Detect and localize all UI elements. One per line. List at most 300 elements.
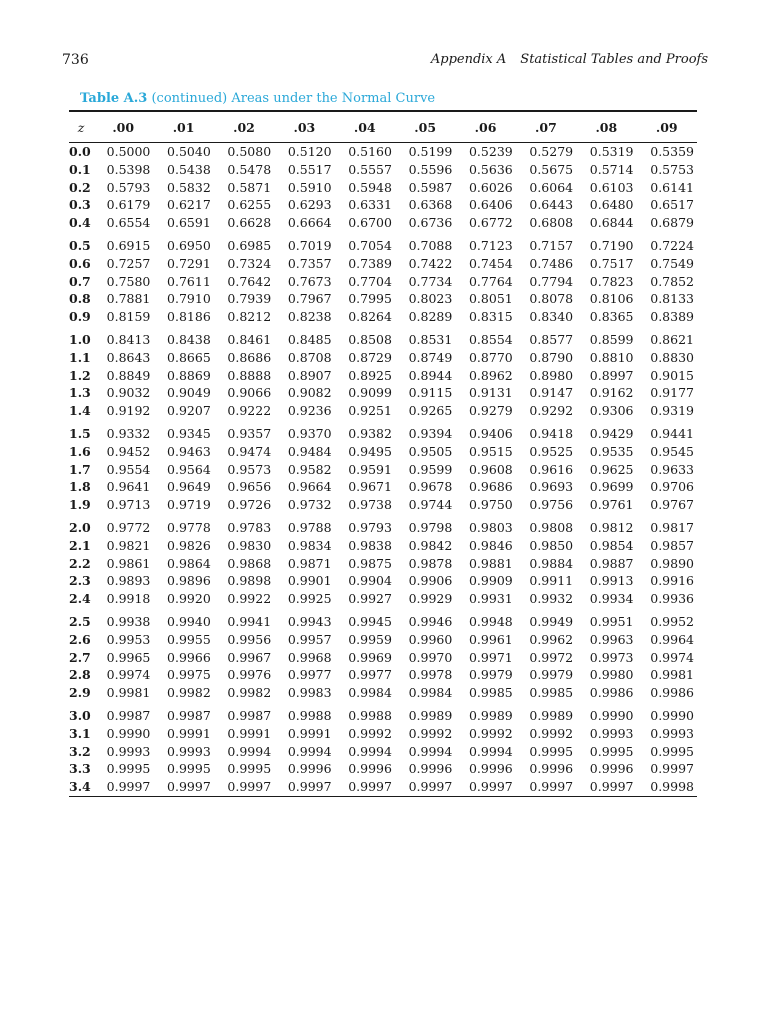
area-value-cell: 0.7734 (408, 273, 453, 289)
area-value-cell: 0.9898 (227, 573, 272, 589)
table-row (69, 572, 697, 590)
area-value-cell: 0.6026 (468, 179, 513, 195)
area-value-cell: 0.7673 (287, 273, 332, 289)
column-header: .05 (395, 111, 455, 143)
area-value-cell: 0.7123 (468, 237, 513, 253)
area-value-cell: 0.9970 (408, 649, 453, 665)
z-value-cell: 0.2 (69, 179, 91, 195)
area-value-cell: 0.5557 (348, 161, 392, 177)
area-value-cell: 0.8643 (106, 349, 151, 365)
area-value-cell: 0.8849 (106, 367, 151, 383)
area-value-cell: 0.9918 (106, 591, 151, 607)
area-value-cell: 0.9515 (468, 443, 513, 459)
area-value-cell: 0.9987 (106, 707, 151, 723)
area-value-cell: 0.8686 (227, 349, 272, 365)
area-value-cell: 0.9963 (589, 631, 634, 647)
area-value-cell: 0.7995 (348, 291, 392, 307)
area-value-cell: 0.9971 (468, 649, 513, 665)
area-value-cell: 0.9994 (408, 743, 453, 759)
area-value-cell: 0.9693 (529, 479, 574, 495)
area-value-cell: 0.8790 (529, 349, 574, 365)
area-value-cell: 0.8365 (589, 309, 634, 325)
table-row (69, 443, 697, 461)
z-value-cell: 3.1 (69, 725, 91, 741)
table-row (69, 461, 697, 479)
area-value-cell: 0.9957 (287, 631, 332, 647)
area-value-cell: 0.9706 (650, 479, 694, 495)
area-value-cell: 0.9850 (529, 537, 574, 553)
area-value-cell: 0.5000 (106, 144, 151, 159)
area-value-cell: 0.5160 (348, 144, 392, 159)
area-value-cell: 0.5279 (529, 144, 574, 159)
area-value-cell: 0.9992 (529, 725, 574, 741)
area-value-cell: 0.8997 (589, 367, 634, 383)
area-value-cell: 0.9406 (468, 425, 513, 441)
area-value-cell: 0.9292 (529, 403, 574, 419)
area-value-cell: 0.9997 (214, 778, 274, 796)
table-row (69, 702, 697, 725)
area-value-cell: 0.9941 (227, 613, 272, 629)
table-row (69, 255, 697, 273)
area-value-cell: 0.9996 (408, 761, 453, 777)
area-value-cell: 0.9990 (106, 725, 151, 741)
area-value-cell: 0.7764 (468, 273, 513, 289)
area-value-cell: 0.9964 (650, 631, 694, 647)
area-value-cell: 0.9032 (106, 385, 151, 401)
area-value-cell: 0.9985 (468, 685, 513, 701)
area-value-cell: 0.9986 (650, 685, 694, 701)
area-value-cell: 0.6915 (106, 237, 151, 253)
area-value-cell: 0.7794 (529, 273, 574, 289)
z-value-cell: 3.4 (69, 778, 93, 796)
table-row (69, 778, 697, 796)
area-value-cell: 0.9987 (167, 707, 211, 723)
column-header: .09 (637, 111, 697, 143)
area-value-cell: 0.9987 (227, 707, 272, 723)
area-value-cell: 0.9812 (589, 519, 634, 535)
area-value-cell: 0.9525 (529, 443, 574, 459)
area-value-cell: 0.9994 (287, 743, 332, 759)
area-value-cell: 0.9961 (468, 631, 513, 647)
area-value-cell: 0.7019 (287, 237, 332, 253)
area-value-cell: 0.9920 (167, 591, 211, 607)
area-value-cell: 0.9817 (650, 519, 694, 535)
area-value-cell: 0.5398 (106, 161, 151, 177)
area-value-cell: 0.5359 (650, 144, 694, 159)
area-value-cell: 0.8264 (348, 309, 392, 325)
area-value-cell: 0.8621 (650, 331, 694, 347)
z-value-cell: 3.2 (69, 743, 91, 759)
area-value-cell: 0.5871 (227, 179, 272, 195)
area-value-cell: 0.9990 (589, 707, 634, 723)
area-value-cell: 0.9938 (106, 613, 151, 629)
area-value-cell: 0.7357 (287, 255, 332, 271)
running-head-section: Statistical Tables and Proofs (520, 52, 708, 67)
area-value-cell: 0.9982 (227, 685, 272, 701)
column-header: .03 (274, 111, 334, 143)
area-value-cell: 0.8925 (348, 367, 392, 383)
area-value-cell: 0.9916 (650, 573, 694, 589)
area-value-cell: 0.7257 (106, 255, 151, 271)
area-value-cell: 0.6517 (650, 197, 694, 213)
area-value-cell: 0.9452 (106, 443, 151, 459)
area-value-cell: 0.6554 (106, 215, 151, 231)
area-value-cell: 0.5714 (589, 161, 634, 177)
area-value-cell: 0.8159 (106, 309, 151, 325)
column-header: .04 (335, 111, 395, 143)
area-value-cell: 0.9842 (408, 537, 453, 553)
z-value-cell: 1.4 (69, 403, 91, 419)
column-header: .07 (516, 111, 576, 143)
area-value-cell: 0.8944 (408, 367, 453, 383)
area-value-cell: 0.9861 (106, 555, 151, 571)
area-value-cell: 0.9382 (348, 425, 392, 441)
table-row (69, 496, 697, 514)
area-value-cell: 0.8888 (227, 367, 272, 383)
running-head-appendix: Appendix A (430, 52, 507, 67)
area-value-cell: 0.9991 (167, 725, 211, 741)
table-row (69, 273, 697, 291)
area-value-cell: 0.8461 (227, 331, 272, 347)
z-value-cell: 0.0 (69, 144, 91, 159)
area-value-cell: 0.9955 (167, 631, 211, 647)
area-value-cell: 0.5120 (287, 144, 332, 159)
area-value-cell: 0.7642 (227, 273, 272, 289)
z-value-cell: 0.9 (69, 309, 91, 325)
area-value-cell: 0.9992 (408, 725, 453, 741)
area-value-cell: 0.6664 (287, 215, 332, 231)
area-value-cell: 0.9418 (529, 425, 574, 441)
area-value-cell: 0.9429 (589, 425, 634, 441)
table-row (69, 684, 697, 702)
area-value-cell: 0.9995 (167, 761, 211, 777)
area-value-cell: 0.9978 (408, 667, 453, 683)
area-value-cell: 0.9949 (529, 613, 574, 629)
area-value-cell: 0.8729 (348, 349, 392, 365)
area-value-cell: 0.9115 (408, 385, 453, 401)
area-value-cell: 0.5040 (167, 144, 211, 159)
area-value-cell: 0.6406 (468, 197, 513, 213)
table-row (69, 367, 697, 385)
area-value-cell: 0.9719 (167, 497, 211, 513)
table-caption (80, 91, 435, 106)
running-head (431, 52, 708, 67)
area-value-cell: 0.7881 (106, 291, 151, 307)
area-value-cell: 0.8289 (408, 309, 453, 325)
area-value-cell: 0.9099 (348, 385, 392, 401)
z-value-cell: 0.6 (69, 255, 91, 271)
page-number: 736 (62, 52, 89, 68)
area-value-cell: 0.9927 (348, 591, 392, 607)
area-value-cell: 0.8413 (106, 331, 151, 347)
area-value-cell: 0.9988 (287, 707, 332, 723)
area-value-cell: 0.9965 (106, 649, 151, 665)
area-value-cell: 0.9997 (153, 778, 213, 796)
area-value-cell: 0.9997 (650, 761, 694, 777)
area-value-cell: 0.9649 (167, 479, 211, 495)
area-value-cell: 0.5675 (529, 161, 574, 177)
z-value-cell: 1.7 (69, 461, 91, 477)
area-value-cell: 0.9969 (348, 649, 392, 665)
z-value-cell: 2.3 (69, 573, 91, 589)
z-value-cell: 2.6 (69, 631, 91, 647)
area-value-cell: 0.9962 (529, 631, 574, 647)
table-row (69, 725, 697, 743)
area-value-cell: 0.6591 (167, 215, 211, 231)
z-value-cell: 1.5 (69, 425, 91, 441)
area-value-cell: 0.9878 (408, 555, 453, 571)
z-value-cell: 0.5 (69, 237, 91, 253)
area-value-cell: 0.9162 (589, 385, 634, 401)
area-value-cell: 0.9952 (650, 613, 694, 629)
area-value-cell: 0.8106 (589, 291, 634, 307)
area-value-cell: 0.9370 (287, 425, 332, 441)
area-value-cell: 0.8340 (529, 309, 574, 325)
area-value-cell: 0.8023 (408, 291, 453, 307)
area-value-cell: 0.9989 (408, 707, 453, 723)
area-value-cell: 0.7422 (408, 255, 453, 271)
area-value-cell: 0.9857 (650, 537, 694, 553)
area-value-cell: 0.9967 (227, 649, 272, 665)
area-value-cell: 0.9934 (589, 591, 634, 607)
column-header: .08 (576, 111, 636, 143)
area-value-cell: 0.5438 (167, 161, 211, 177)
area-value-cell: 0.7157 (529, 237, 574, 253)
area-value-cell: 0.9996 (287, 761, 332, 777)
z-value-cell: 1.6 (69, 443, 91, 459)
area-value-cell: 0.8438 (167, 331, 211, 347)
area-value-cell: 0.9830 (227, 537, 272, 553)
area-value-cell: 0.9981 (650, 667, 694, 683)
table-row (69, 290, 697, 308)
area-value-cell: 0.6879 (650, 215, 694, 231)
area-value-cell: 0.6985 (227, 237, 272, 253)
area-value-cell: 0.7291 (167, 255, 211, 271)
table-row (69, 666, 697, 684)
area-value-cell: 0.9988 (348, 707, 392, 723)
area-value-cell: 0.9997 (274, 778, 334, 796)
area-value-cell: 0.9319 (650, 403, 694, 419)
area-value-cell: 0.9772 (106, 519, 151, 535)
area-value-cell: 0.8315 (468, 309, 513, 325)
z-value-cell: 2.5 (69, 613, 91, 629)
z-value-cell: 0.3 (69, 197, 91, 213)
area-value-cell: 0.5199 (408, 144, 453, 159)
area-value-cell: 0.6217 (167, 197, 211, 213)
area-value-cell: 0.8749 (408, 349, 453, 365)
normal-table-container (69, 110, 697, 797)
table-row (69, 590, 697, 608)
area-value-cell: 0.9901 (287, 573, 332, 589)
area-value-cell: 0.5948 (348, 179, 392, 195)
area-value-cell: 0.9279 (468, 403, 513, 419)
table-caption-label: Table A.3 (80, 91, 148, 106)
area-value-cell: 0.9664 (287, 479, 332, 495)
area-value-cell: 0.5319 (589, 144, 634, 159)
table-row (69, 631, 697, 649)
z-value-cell: 2.2 (69, 555, 91, 571)
area-value-cell: 0.7454 (468, 255, 513, 271)
area-value-cell: 0.6255 (227, 197, 272, 213)
area-value-cell: 0.9608 (468, 461, 513, 477)
area-value-cell: 0.8770 (468, 349, 513, 365)
area-value-cell: 0.9678 (408, 479, 453, 495)
area-value-cell: 0.9633 (650, 461, 694, 477)
table-row (69, 420, 697, 443)
area-value-cell: 0.9066 (227, 385, 272, 401)
area-value-cell: 0.9545 (650, 443, 694, 459)
area-value-cell: 0.7580 (106, 273, 151, 289)
area-value-cell: 0.8869 (167, 367, 211, 383)
area-value-cell: 0.9959 (348, 631, 392, 647)
table-body (69, 143, 697, 797)
area-value-cell: 0.9686 (468, 479, 513, 495)
area-value-cell: 0.9896 (167, 573, 211, 589)
area-value-cell: 0.9826 (167, 537, 211, 553)
area-value-cell: 0.9599 (408, 461, 453, 477)
z-value-cell: 0.4 (69, 215, 91, 231)
area-value-cell: 0.9960 (408, 631, 453, 647)
area-value-cell: 0.9909 (468, 573, 513, 589)
area-value-cell: 0.9854 (589, 537, 634, 553)
z-value-cell: 1.1 (69, 349, 91, 365)
area-value-cell: 0.9881 (468, 555, 513, 571)
area-value-cell: 0.8599 (589, 331, 634, 347)
area-value-cell: 0.9985 (529, 685, 574, 701)
z-value-cell: 3.3 (69, 761, 91, 777)
area-value-cell: 0.6141 (650, 179, 694, 195)
area-value-cell: 0.9505 (408, 443, 453, 459)
area-value-cell: 0.8238 (287, 309, 332, 325)
area-value-cell: 0.9699 (589, 479, 634, 495)
table-row (69, 214, 697, 232)
area-value-cell: 0.9911 (529, 573, 574, 589)
area-value-cell: 0.9554 (106, 461, 151, 477)
area-value-cell: 0.9671 (348, 479, 392, 495)
area-value-cell: 0.9394 (408, 425, 453, 441)
z-value-cell: 2.1 (69, 537, 91, 553)
area-value-cell: 0.9946 (408, 613, 453, 629)
area-value-cell: 0.7054 (348, 237, 392, 253)
area-value-cell: 0.9997 (516, 778, 576, 796)
area-value-cell: 0.9573 (227, 461, 272, 477)
area-value-cell: 0.8078 (529, 291, 574, 307)
table-row (69, 478, 697, 496)
area-value-cell: 0.8577 (529, 331, 574, 347)
area-value-cell: 0.9932 (529, 591, 574, 607)
area-value-cell: 0.8389 (650, 309, 694, 325)
area-value-cell: 0.9564 (167, 461, 211, 477)
area-value-cell: 0.8962 (468, 367, 513, 383)
area-value-cell: 0.9884 (529, 555, 574, 571)
area-value-cell: 0.9997 (576, 778, 636, 796)
table-row (69, 555, 697, 573)
area-value-cell: 0.9868 (227, 555, 272, 571)
area-value-cell: 0.7088 (408, 237, 453, 253)
area-value-cell: 0.6293 (287, 197, 332, 213)
area-value-cell: 0.7852 (650, 273, 694, 289)
area-value-cell: 0.7389 (348, 255, 392, 271)
area-value-cell: 0.9177 (650, 385, 694, 401)
area-value-cell: 0.9756 (529, 497, 574, 513)
area-value-cell: 0.9977 (287, 667, 332, 683)
area-value-cell: 0.9990 (650, 707, 694, 723)
z-value-cell: 0.1 (69, 161, 91, 177)
area-value-cell: 0.9744 (408, 497, 453, 513)
table-row (69, 608, 697, 631)
area-value-cell: 0.9945 (348, 613, 392, 629)
area-value-cell: 0.9993 (167, 743, 211, 759)
area-value-cell: 0.5753 (650, 161, 694, 177)
area-value-cell: 0.9995 (529, 743, 574, 759)
table-row (69, 143, 697, 161)
area-value-cell: 0.9357 (227, 425, 272, 441)
area-value-cell: 0.7910 (167, 291, 211, 307)
area-value-cell: 0.7324 (227, 255, 272, 271)
area-value-cell: 0.9726 (227, 497, 272, 513)
area-value-cell: 0.9192 (106, 403, 151, 419)
area-value-cell: 0.9147 (529, 385, 574, 401)
area-value-cell: 0.8212 (227, 309, 272, 325)
area-value-cell: 0.9997 (93, 778, 153, 796)
area-value-cell: 0.9925 (287, 591, 332, 607)
area-value-cell: 0.8186 (167, 309, 211, 325)
area-value-cell: 0.9991 (287, 725, 332, 741)
area-value-cell: 0.9979 (529, 667, 574, 683)
area-value-cell: 0.7549 (650, 255, 694, 271)
area-value-cell: 0.5832 (167, 179, 211, 195)
area-value-cell: 0.7486 (529, 255, 574, 271)
area-value-cell: 0.9441 (650, 425, 694, 441)
area-value-cell: 0.9495 (348, 443, 392, 459)
area-value-cell: 0.7517 (589, 255, 634, 271)
area-value-cell: 0.9972 (529, 649, 574, 665)
area-value-cell: 0.9993 (650, 725, 694, 741)
area-value-cell: 0.5239 (468, 144, 513, 159)
area-value-cell: 0.6950 (167, 237, 211, 253)
area-value-cell: 0.5636 (468, 161, 513, 177)
area-value-cell: 0.5910 (287, 179, 332, 195)
table-row (69, 402, 697, 420)
area-value-cell: 0.9929 (408, 591, 453, 607)
table-row (69, 349, 697, 367)
column-header: .02 (214, 111, 274, 143)
area-value-cell: 0.9838 (348, 537, 392, 553)
area-value-cell: 0.9616 (529, 461, 574, 477)
table-row (69, 326, 697, 349)
area-value-cell: 0.6064 (529, 179, 574, 195)
area-value-cell: 0.9951 (589, 613, 634, 629)
table-row (69, 161, 697, 179)
area-value-cell: 0.9803 (468, 519, 513, 535)
area-value-cell: 0.7611 (167, 273, 211, 289)
area-value-cell: 0.9996 (348, 761, 392, 777)
area-value-cell: 0.9993 (589, 725, 634, 741)
area-value-cell: 0.6628 (227, 215, 272, 231)
area-value-cell: 0.6368 (408, 197, 453, 213)
area-value-cell: 0.5987 (408, 179, 453, 195)
area-value-cell: 0.9980 (589, 667, 634, 683)
area-value-cell: 0.8830 (650, 349, 694, 365)
area-value-cell: 0.9625 (589, 461, 634, 477)
area-value-cell: 0.9989 (529, 707, 574, 723)
area-value-cell: 0.9767 (650, 497, 694, 513)
area-value-cell: 0.9956 (227, 631, 272, 647)
area-value-cell: 0.9922 (227, 591, 272, 607)
area-value-cell: 0.5517 (287, 161, 332, 177)
area-value-cell: 0.9993 (106, 743, 151, 759)
area-value-cell: 0.9936 (650, 591, 694, 607)
